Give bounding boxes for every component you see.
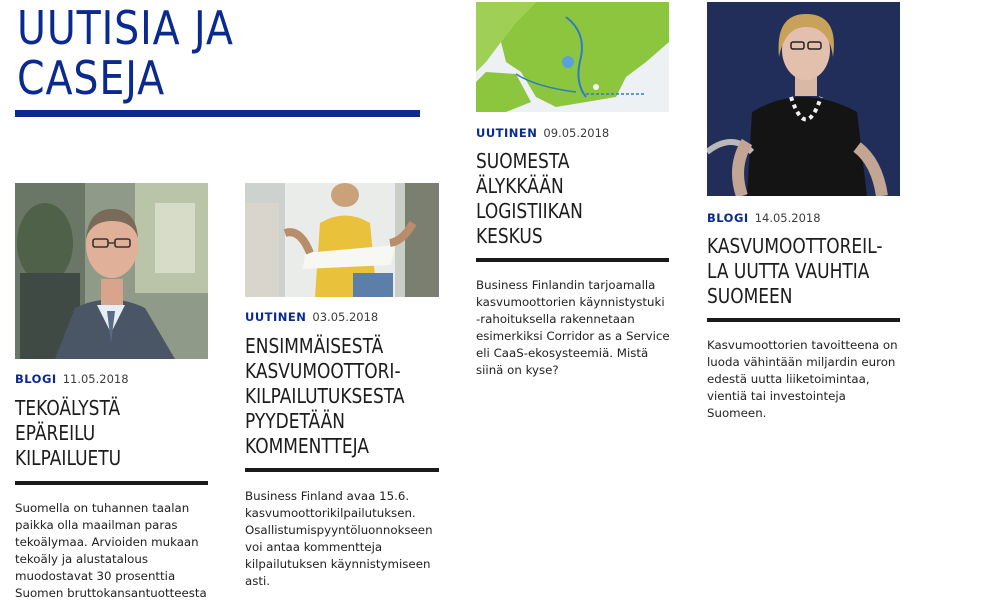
article-excerpt-growth-engines <box>707 337 907 422</box>
excerpt-line: luoda vähintään miljardin euron <box>707 355 896 369</box>
excerpt-line: tekoäly ja alustatalous <box>15 552 148 566</box>
excerpt-line: siinä on kyse? <box>476 363 559 377</box>
article-title-line: KESKUS <box>476 224 543 248</box>
article-title-line: KILPAILUETU <box>15 446 122 470</box>
article-category[interactable]: BLOGI <box>15 372 57 386</box>
article-date: 11.05.2018 <box>62 372 129 386</box>
article-title-line: SUOMEEN <box>707 284 793 308</box>
article-date: 14.05.2018 <box>754 211 821 225</box>
article-meta-ai <box>15 372 129 386</box>
article-divider <box>476 258 669 262</box>
excerpt-line: paikka olla maailman paras <box>15 518 178 532</box>
article-card-logistics[interactable] <box>476 0 671 591</box>
article-meta-growth-engines <box>707 211 821 225</box>
article-image-logistics[interactable] <box>476 2 669 112</box>
article-title-line: TEKOÄLYSTÄ <box>15 396 121 420</box>
article-excerpt-logistics <box>476 277 676 379</box>
article-divider <box>15 481 208 485</box>
excerpt-line: kilpailutuksen käynnistymiseen <box>245 557 431 571</box>
article-category[interactable]: UUTINEN <box>476 126 538 140</box>
article-card-ai[interactable] <box>15 0 210 600</box>
excerpt-line: tekoälymaa. Arvioiden mukaan <box>15 535 199 549</box>
excerpt-line: esimerkiksi Corridor as a Service <box>476 329 670 343</box>
article-date: 09.05.2018 <box>543 126 610 140</box>
finland-map-image <box>476 2 669 112</box>
section-title-line-1: UUTISIA JA <box>17 1 234 55</box>
article-excerpt-tender <box>245 488 440 590</box>
excerpt-line: vientiä tai investointeja <box>707 389 846 403</box>
article-divider <box>245 468 439 472</box>
article-card-growth-engines[interactable] <box>707 0 907 591</box>
article-divider <box>707 318 900 322</box>
article-title-line: KASVUMOOTTORI- <box>245 359 401 383</box>
article-title-line: ENSIMMÄISESTÄ <box>245 334 384 358</box>
article-title-line: LOGISTIIKAN <box>476 199 583 223</box>
article-title-line: KILPAILUTUKSESTA <box>245 384 405 408</box>
portrait-woman-image <box>707 2 900 196</box>
article-image-ai[interactable] <box>15 183 208 359</box>
article-meta-tender <box>245 310 378 324</box>
excerpt-line: voi antaa kommentteja <box>245 540 383 554</box>
article-title-line: EPÄREILU <box>15 421 96 445</box>
excerpt-line: Business Finland avaa 15.6. <box>245 489 410 503</box>
article-title-ai[interactable] <box>15 396 219 471</box>
excerpt-line: asti. <box>245 574 271 588</box>
excerpt-line: -rahoituksella rakennetaan <box>476 312 635 326</box>
excerpt-line: muodostavat 30 prosenttia <box>15 569 176 583</box>
excerpt-line: eli CaaS-ekosysteemiä. Mistä <box>476 346 649 360</box>
article-title-line: KOMMENTTEJA <box>245 434 369 458</box>
excerpt-line: kasvumoottorien käynnistystuki <box>476 295 665 309</box>
excerpt-line: Suomeen. <box>707 406 767 420</box>
article-date: 03.05.2018 <box>312 310 379 324</box>
article-image-tender[interactable] <box>245 183 439 297</box>
article-title-line: LA UUTTA VAUHTIA <box>707 259 870 283</box>
section-title-line-2: CASEJA <box>17 51 165 105</box>
article-title-logistics[interactable] <box>476 149 680 249</box>
article-excerpt-ai <box>15 500 210 602</box>
excerpt-line: Business Finlandin tarjoamalla <box>476 278 656 292</box>
article-category[interactable]: BLOGI <box>707 211 749 225</box>
article-title-line: SUOMESTA <box>476 149 570 173</box>
excerpt-line: Osallistumispyyntöluonnokseen <box>245 523 433 537</box>
article-title-growth-engines[interactable] <box>707 234 911 309</box>
article-image-growth-engines[interactable] <box>707 2 900 196</box>
excerpt-line: edestä uutta liiketoimintaa, <box>707 372 870 386</box>
article-title-line: ÄLYKKÄÄN <box>476 174 564 198</box>
excerpt-line: Suomella on tuhannen taalan <box>15 501 190 515</box>
article-card-growth-engine-tender[interactable] <box>245 0 440 591</box>
excerpt-line: kasvumoottorikilpailutuksen. <box>245 506 416 520</box>
excerpt-line: Kasvumoottorien tavoitteena on <box>707 338 898 352</box>
portrait-man-image <box>15 183 208 359</box>
team-plans-image <box>245 183 439 297</box>
article-category[interactable]: UUTINEN <box>245 310 307 324</box>
article-meta-logistics <box>476 126 609 140</box>
article-title-line: KASVUMOOTTOREIL- <box>707 234 883 258</box>
excerpt-line: Suomen bruttokansantuotteesta <box>15 586 207 600</box>
article-title-line: PYYDETÄÄN <box>245 409 345 433</box>
article-title-tender[interactable] <box>245 334 449 459</box>
